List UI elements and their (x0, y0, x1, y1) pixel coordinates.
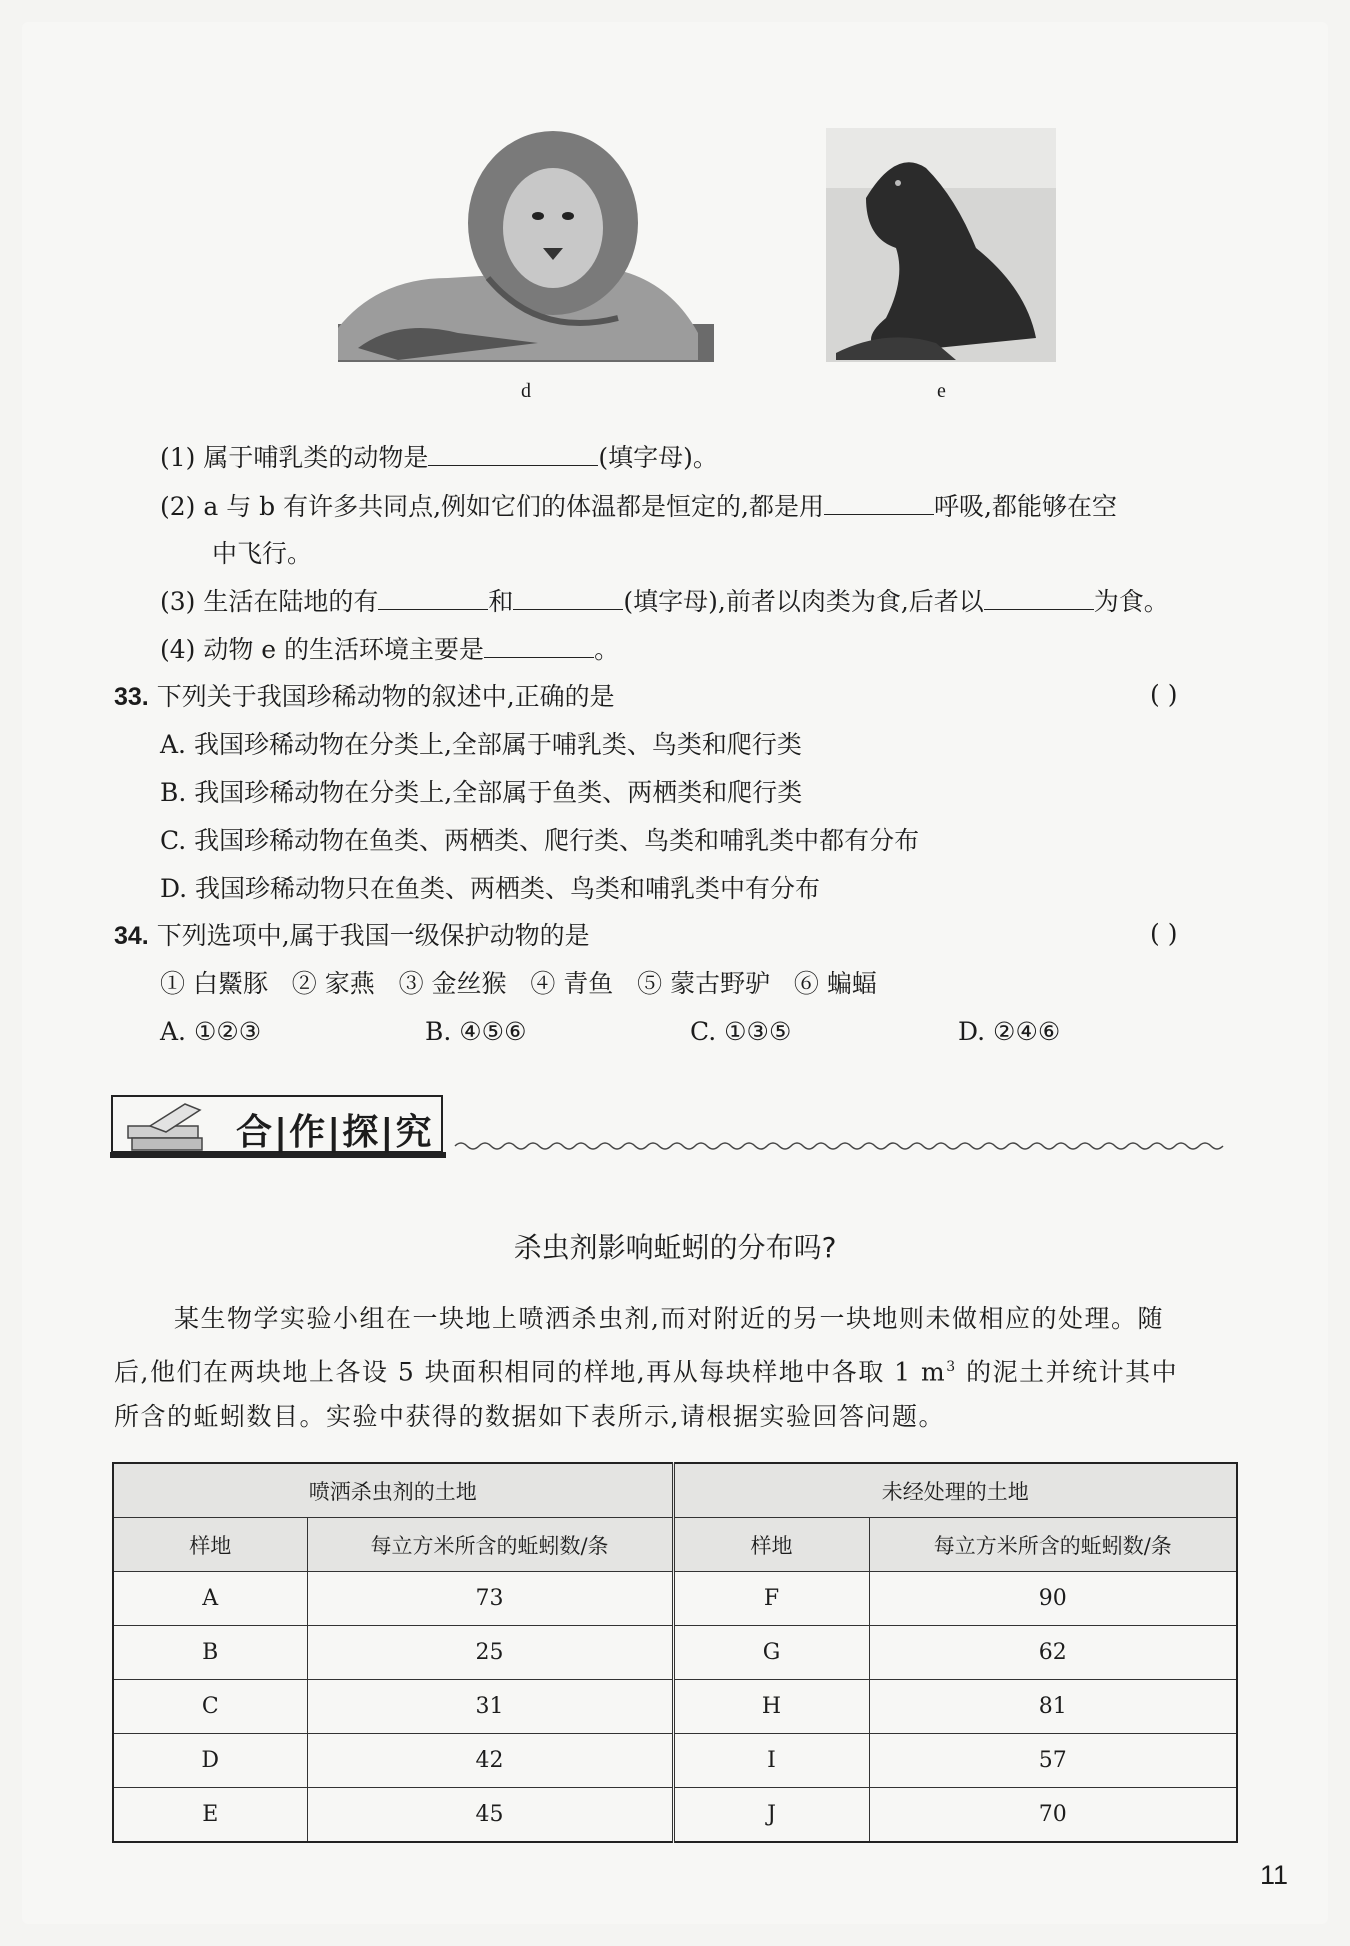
table-row (113, 1572, 1237, 1626)
cell-site: H (673, 1680, 869, 1734)
para-text: 所含的蚯蚓数目。实验中获得的数据如下表所示,请根据实验回答问题。 (114, 1402, 945, 1431)
q34-stem (114, 919, 590, 953)
q32-part4 (160, 633, 619, 667)
question-stem: 下列选项中,属于我国一级保护动物的是 (156, 921, 590, 950)
question-number: 34. (114, 922, 149, 950)
q34-option-d[interactable]: D. ②④⑥ (958, 1017, 1061, 1046)
cell-count: 62 (869, 1626, 1237, 1680)
sea-lion-figure (826, 128, 1056, 362)
q32-part4-text: (4) 动物 e 的生活环境主要是 (160, 635, 485, 664)
answer-blank[interactable] (378, 585, 488, 610)
q34-option-c[interactable]: C. ①③⑤ (690, 1017, 792, 1046)
answer-blank[interactable] (513, 585, 623, 610)
cell-site: D (113, 1734, 307, 1788)
column-header-count: 每立方米所含的蚯蚓数/条 (869, 1518, 1237, 1572)
q33-option-b[interactable]: B. 我国珍稀动物在分类上,全部属于鱼类、两栖类和爬行类 (160, 778, 803, 807)
lion-figure (338, 128, 714, 362)
group-header-untreated: 未经处理的土地 (673, 1463, 1237, 1518)
q32-part1-text: (1) 属于哺乳类的动物是 (160, 443, 429, 472)
cell-site: G (673, 1626, 869, 1680)
column-header-site: 样地 (673, 1518, 869, 1572)
answer-blank[interactable] (484, 633, 594, 658)
q34-items: ① 白鱀豚 ② 家燕 ③ 金丝猴 ④ 青鱼 ⑤ 蒙古野驴 ⑥ 蝙蝠 (160, 969, 877, 998)
q34-option-b[interactable]: B. ④⑤⑥ (425, 1017, 527, 1046)
column-header-site: 样地 (113, 1518, 307, 1572)
answer-blank[interactable] (984, 585, 1094, 610)
answer-parentheses[interactable]: ( ) (1150, 919, 1178, 948)
cell-site: A (113, 1572, 307, 1626)
answer-parentheses[interactable]: ( ) (1150, 680, 1178, 709)
experiment-para-line1 (114, 1294, 1234, 1343)
q33-stem (114, 680, 615, 714)
q32-part3-mid: (填字母),前者以肉类为食,后者以 (623, 587, 984, 616)
page-number: 11 (1259, 1860, 1288, 1890)
cell-count: 57 (869, 1734, 1237, 1788)
section-title: 合|作|探|究 (236, 1112, 434, 1153)
q33-option-a[interactable]: A. 我国珍稀动物在分类上,全部属于哺乳类、鸟类和爬行类 (160, 730, 802, 759)
table-column-header-row (113, 1518, 1237, 1572)
cell-count: 42 (307, 1734, 673, 1788)
table-row (113, 1788, 1237, 1843)
q32-part3-and: 和 (488, 587, 514, 616)
cell-site: I (673, 1734, 869, 1788)
q32-part3-tail: 为食。 (1093, 587, 1169, 616)
q34-option-a[interactable]: A. ①②③ (160, 1017, 262, 1046)
experiment-para-line3 (114, 1392, 1234, 1441)
group-header-treated: 喷洒杀虫剂的土地 (113, 1463, 673, 1518)
para-text: 的泥土并统计其中 (956, 1357, 1179, 1387)
q32-part2 (160, 490, 1117, 524)
table-group-header-row (113, 1463, 1237, 1518)
q32-part1 (160, 441, 718, 475)
table-row (113, 1680, 1237, 1734)
cell-count: 45 (307, 1788, 673, 1843)
cell-count: 73 (307, 1572, 673, 1626)
question-stem: 下列关于我国珍稀动物的叙述中,正确的是 (156, 682, 615, 711)
q32-part2-tail: 呼吸,都能够在空 (934, 492, 1117, 521)
cell-site: F (673, 1572, 869, 1626)
figure-label-d: d (521, 380, 531, 402)
books-icon (128, 1104, 202, 1150)
superscript: 3 (946, 1359, 957, 1375)
cell-site: J (673, 1788, 869, 1843)
q32-part3 (160, 585, 1169, 619)
cell-site: E (113, 1788, 307, 1843)
table-row (113, 1734, 1237, 1788)
question-number: 33. (114, 683, 149, 711)
cell-count: 81 (869, 1680, 1237, 1734)
cell-count: 70 (869, 1788, 1237, 1843)
q32-part3-text: (3) 生活在陆地的有 (160, 587, 379, 616)
cell-count: 90 (869, 1572, 1237, 1626)
q32-part2-cont: 中飞行。 (212, 539, 313, 568)
cell-site: B (113, 1626, 307, 1680)
q32-part1-tail: (填字母)。 (598, 443, 718, 472)
q32-part4-tail: 。 (594, 635, 620, 664)
experiment-para-line2 (114, 1343, 1234, 1396)
cell-count: 31 (307, 1680, 673, 1734)
para-text: 后,他们在两块地上各设 5 块面积相同的样地,再从每块样地中各取 1 m (114, 1357, 947, 1387)
experiment-title: 杀虫剂影响蚯蚓的分布吗? (513, 1231, 837, 1264)
q33-option-c[interactable]: C. 我国珍稀动物在鱼类、两栖类、爬行类、鸟类和哺乳类中都有分布 (160, 826, 920, 855)
answer-blank[interactable] (824, 490, 934, 515)
table-row (113, 1626, 1237, 1680)
answer-blank[interactable] (428, 441, 598, 466)
cell-site: C (113, 1680, 307, 1734)
para-text: 某生物学实验小组在一块地上喷洒杀虫剂,而对附近的另一块地则未做相应的处理。随 (174, 1304, 1164, 1333)
q32-part2-text: (2) a 与 b 有许多共同点,例如它们的体温都是恒定的,都是用 (160, 492, 825, 521)
cell-count: 25 (307, 1626, 673, 1680)
earthworm-data-table (112, 1462, 1238, 1843)
q33-option-d[interactable]: D. 我国珍稀动物只在鱼类、两栖类、鸟类和哺乳类中有分布 (160, 874, 821, 903)
column-header-count: 每立方米所含的蚯蚓数/条 (307, 1518, 673, 1572)
figure-label-e: e (937, 380, 946, 402)
